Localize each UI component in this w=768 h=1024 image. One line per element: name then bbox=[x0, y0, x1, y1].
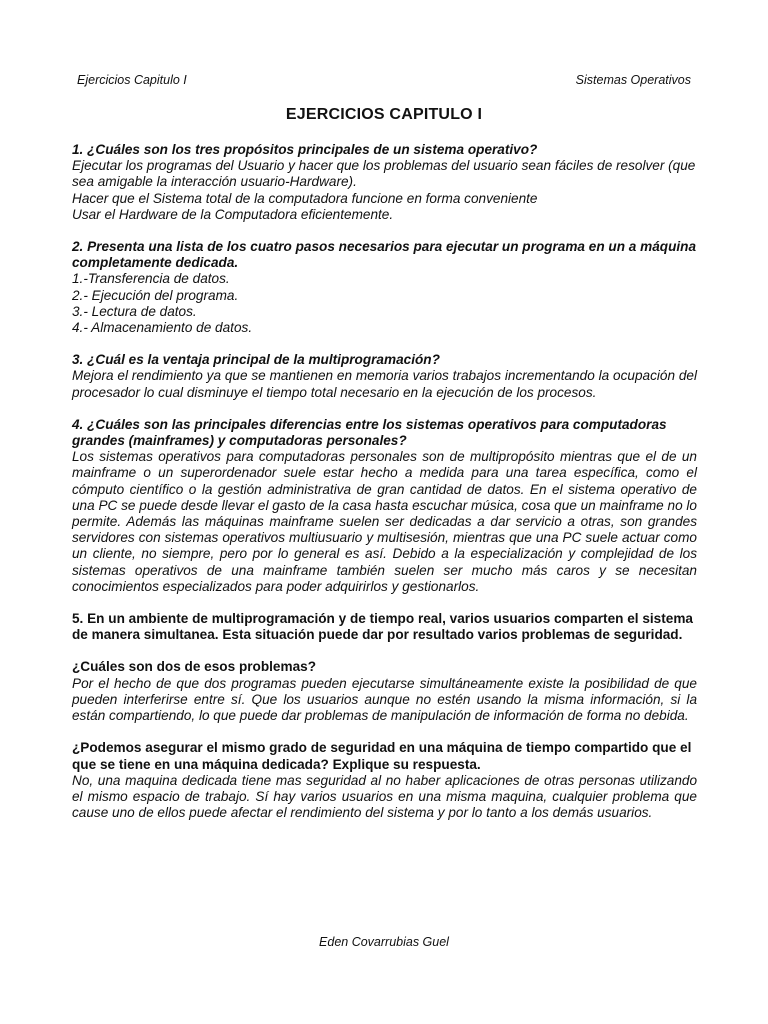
header-right-text: Sistemas Operativos bbox=[575, 73, 691, 87]
question-6: ¿Cuáles son dos de esos problemas? bbox=[72, 659, 316, 675]
section-7 bbox=[72, 740, 697, 821]
section-3 bbox=[72, 352, 697, 401]
answer-1-line-3: Usar el Hardware de la Computadora eficientemente. bbox=[72, 206, 394, 222]
question-1: 1. ¿Cuáles son los tres propósitos principales de un sistema operativo? bbox=[72, 142, 538, 157]
question-3: 3. ¿Cuál es la ventaja principal de la multiprogramación? bbox=[72, 352, 440, 368]
section-5 bbox=[72, 611, 697, 643]
answer-2-step-4: 4.- Almacenamiento de datos. bbox=[72, 320, 253, 336]
answer-2-step-3: 3.- Lectura de datos. bbox=[72, 303, 197, 319]
answer-1-line-1: Ejecutar los programas del Usuario y hacer que los problemas del usuario sean fáciles de resolver (que sea amigable la interacción usuario-Hardware). bbox=[72, 158, 696, 190]
section-2 bbox=[72, 239, 697, 336]
answer-6: Por el hecho de que dos programas pueden ejecutarse simultáneamente existe la posibilidad de que pueden interferirse entre sí. Que los usuarios aunque no estén usando la misma información, si la están compartiendo, lo que puede dar problemas de manipulación de información de forma no debida. bbox=[72, 675, 697, 724]
question-5: 5. En un ambiente de multiprogramación y de tiempo real, varios usuarios comparten el sistema de manera simultanea. Esta situación puede dar por resultado varios problemas de seguridad. bbox=[72, 611, 693, 643]
answer-2-step-2: 2.- Ejecución del programa. bbox=[72, 287, 239, 303]
answer-7: No, una maquina dedicada tiene mas seguridad al no haber aplicaciones de otras personas utilizando el mismo espacio de trabajo. Sí hay varios usuarios en una misma maquina, cualquier problema que cause uno de ellos puede afectar el rendimiento del sistema y por lo tanto a los demás usuarios. bbox=[72, 772, 697, 821]
answer-4: Los sistemas operativos para computadoras personales son de multipropósito mientras que el de un mainframe o un superordenador suele estar hecho a medida para una tarea específica, como el cómputo científico o la gestión administrativa de gran cantidad de datos. En el sistema operativo de una PC se puede desde llevar el gasto de la casa hasta escuchar música, cosa que un mainframe no lo permite. Además las máquinas mainframe suelen ser dedicadas a dar servicio a otras, son grandes servidores con sistemas operativos multiusuario y multisesión, mientras que una PC suele actuar como un cliente, no siempre, pero por lo general es así. Debido a la especialización y complejidad de los sistemas operativos de una mainframe también suelen ser mucho más caros y se necesitan conocimientos especializados para poder adquirirlos y gestionarlos. bbox=[72, 449, 697, 594]
question-2: 2. Presenta una lista de los cuatro pasos necesarios para ejecutar un programa en un a máquina completamente dedicada. bbox=[72, 239, 697, 271]
answer-1-line-2: Hacer que el Sistema total de la computadora funcione en forma conveniente bbox=[72, 190, 538, 206]
section-6 bbox=[72, 659, 697, 724]
answer-3: Mejora el rendimiento ya que se mantienen en memoria varios trabajos incrementando la ocupación del procesador lo cual disminuye el tiempo total necesario en la ejecución de los procesos. bbox=[72, 368, 697, 400]
question-4: 4. ¿Cuáles son las principales diferencias entre los sistemas operativos para computadoras grandes (mainframes) y computadoras personales? bbox=[72, 416, 667, 449]
answer-2-step-1: 1.-Transferencia de datos. bbox=[72, 271, 230, 287]
header-left-text: Ejercicios Capitulo I bbox=[77, 73, 187, 87]
section-4 bbox=[72, 417, 697, 595]
footer-author: Eden Covarrubias Guel bbox=[319, 935, 449, 949]
document-body bbox=[72, 142, 697, 837]
document-title: EJERCICIOS CAPITULO I bbox=[285, 106, 483, 123]
question-7: ¿Podemos asegurar el mismo grado de seguridad en una máquina de tiempo compartido que el que se tiene en una máquina dedicada? Explique su respuesta. bbox=[72, 740, 692, 772]
section-1 bbox=[72, 142, 697, 223]
